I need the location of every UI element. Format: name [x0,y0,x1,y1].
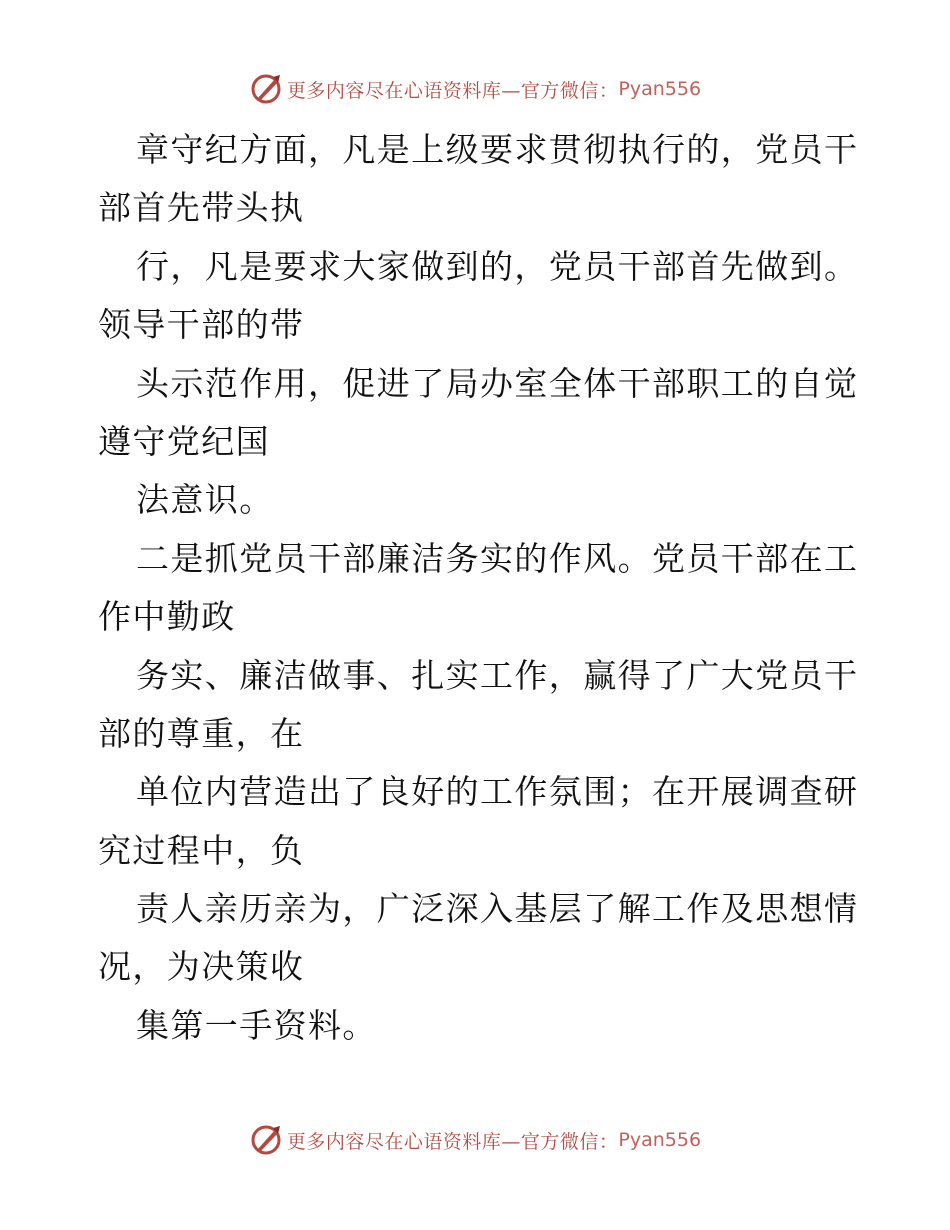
text-line: 部的尊重，在 [98,713,305,753]
text-line: 单位内营造出了良好的工作氛围；在开展调查研 [136,772,859,812]
watermark-wechat-id: Pyan556 [618,1129,702,1151]
text-line: 法意识。 [136,480,274,520]
text-line: 集第一手资料。 [136,1005,377,1045]
text-line: 二是抓党员干部廉洁务实的作风。党员干部在工 [136,538,859,578]
text-line: 遵守党纪国 [98,421,270,461]
quill-pen-circle-icon [249,1123,283,1157]
text-line: 部首先带头执 [98,188,305,228]
text-line: 行，凡是要求大家做到的，党员干部首先做到。 [136,246,859,286]
text-line: 务实、廉洁做事、扎实工作，赢得了广大党员干 [136,655,859,695]
text-line: 头示范作用，促进了局办室全体干部职工的自觉 [136,363,859,403]
watermark-wechat-id: Pyan556 [618,78,702,100]
text-line: 章守纪方面，凡是上级要求贯彻执行的，党员干 [136,130,859,169]
document-body [98,121,858,1055]
watermark-text: 更多内容尽在心语资料库—官方微信： [286,79,619,102]
text-line: 作中勤政 [98,597,236,637]
header-watermark [0,69,950,109]
text-line: 领导干部的带 [98,305,305,345]
watermark-text: 更多内容尽在心语资料库—官方微信： [286,1130,619,1153]
text-line: 况，为决策收 [98,947,305,987]
quill-pen-circle-icon [249,72,283,106]
text-line: 责人亲历亲为，广泛深入基层了解工作及思想情 [136,889,859,929]
text-line: 究过程中，负 [98,830,305,870]
footer-watermark [0,1120,950,1160]
